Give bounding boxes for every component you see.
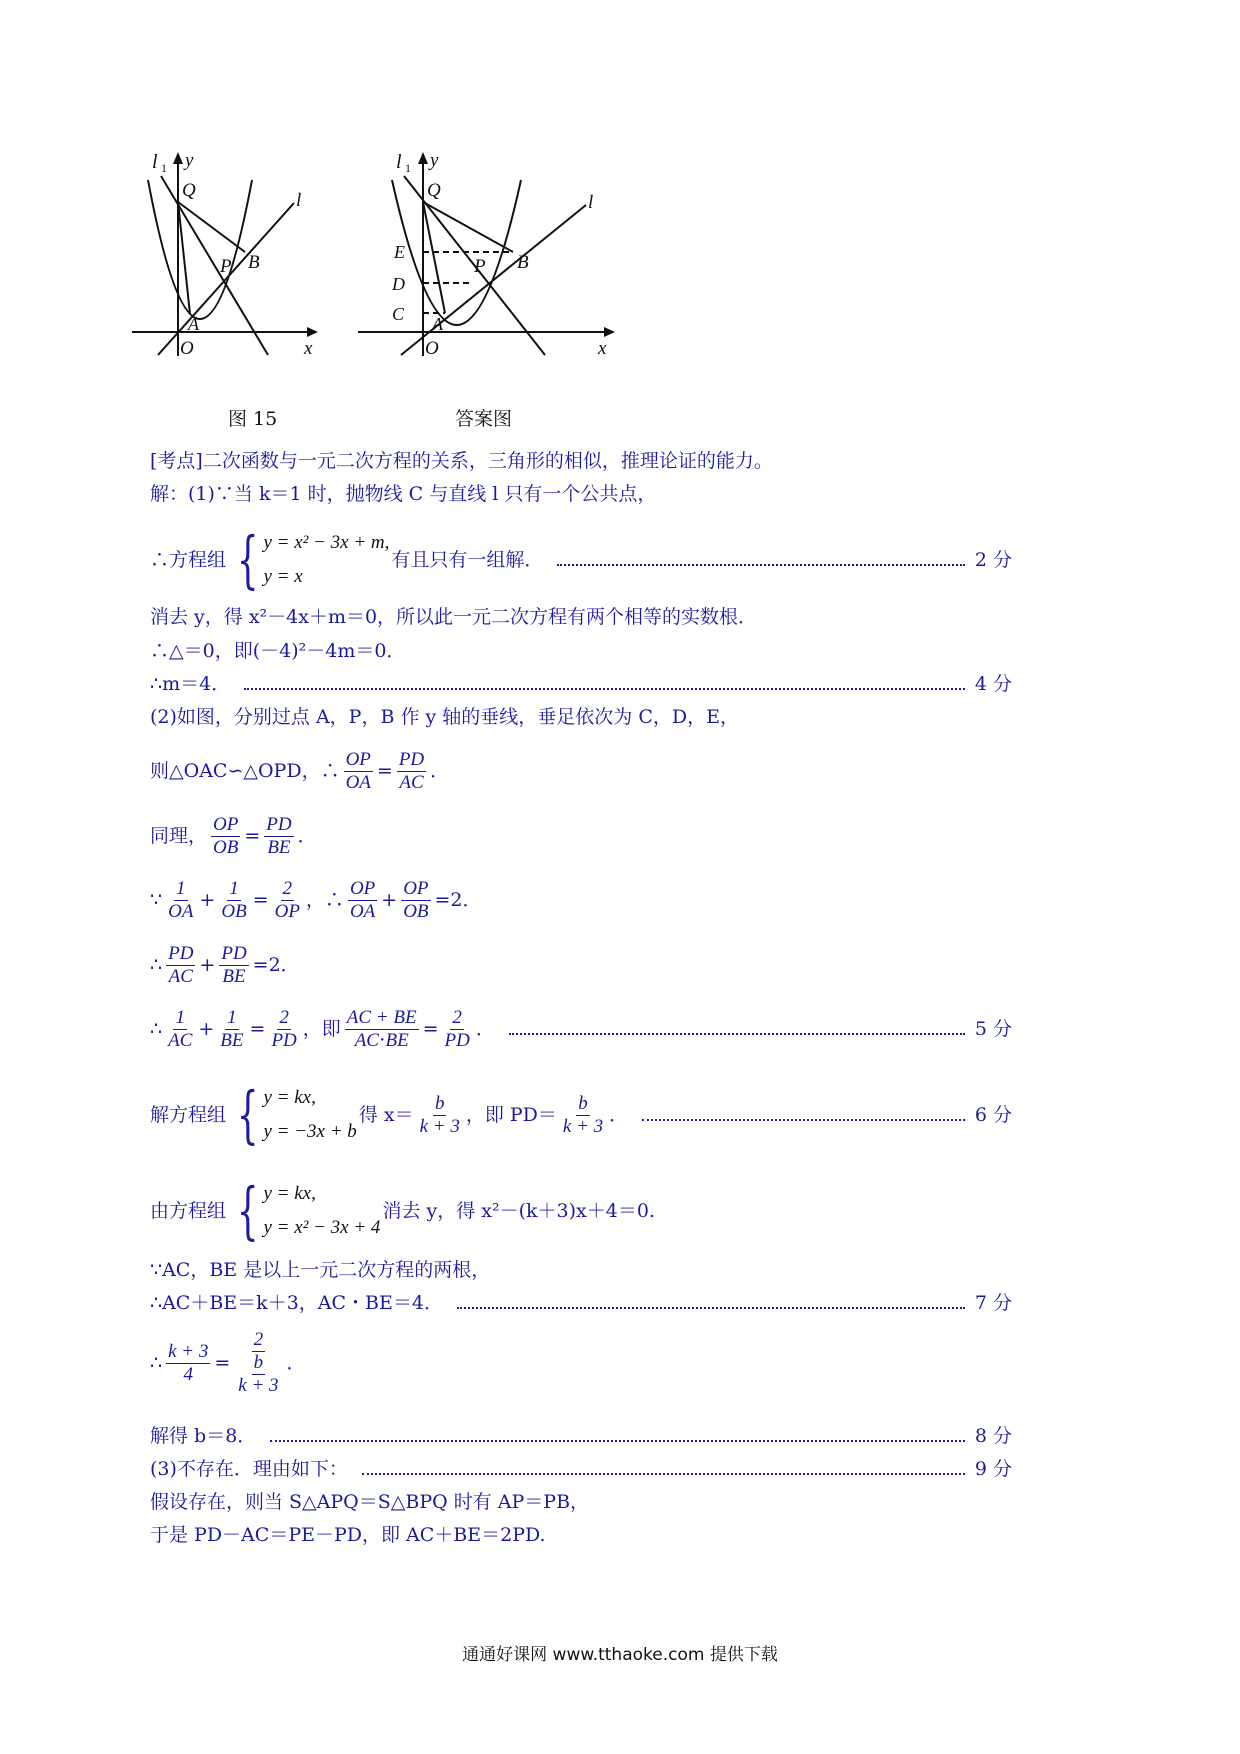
fraction-2-pd: $\frac{2}{PD}$ — [271, 1006, 297, 1051]
dot-leader — [270, 1440, 965, 1442]
y-axis-arrow — [418, 152, 428, 164]
x-axis-arrow — [307, 327, 318, 337]
score-5: 5 分 — [974, 1018, 1012, 1040]
line-13-prefix: 由方程组 — [150, 1200, 227, 1222]
label-o: O — [425, 338, 439, 359]
label-l: l — [296, 190, 302, 211]
system-2-row-2: y = −3x + b — [263, 1121, 357, 1142]
x-axis-arrow — [604, 327, 615, 337]
segment-qb — [423, 202, 513, 252]
label-q: Q — [427, 180, 441, 201]
solution-line-6 — [150, 704, 1012, 730]
fraction-op-ob: $\frac{OP}{OB}$ — [213, 813, 239, 858]
label-y: y — [430, 150, 439, 171]
label-l1-sub: 1 — [161, 161, 167, 175]
answer-figure-graph — [354, 150, 624, 360]
solution-line-9: ∵ $\frac{1}{OA}$ + $\frac{1}{OB}$ = $\frac{2}{OP}$ ，∴ $\frac{OP}{OA}$ + $\frac{OP}{OB}$ =2． — [150, 877, 482, 922]
fraction-b-k3: $\frac{b}{k + 3}$ — [419, 1092, 460, 1137]
kaodian-text: [考点]二次函数与一元二次方程的关系，三角形的相似，推理论证的能力。 — [150, 450, 773, 472]
solution-line-17-text: 解得 b＝8． — [150, 1425, 257, 1447]
line-12-prefix: 解方程组 — [150, 1104, 227, 1126]
dot-leader — [362, 1473, 965, 1475]
system-3-row-1: y = kx, — [263, 1183, 316, 1204]
fraction-op-ob-2: $\frac{OP}{OB}$ — [403, 877, 429, 922]
label-b: B — [248, 252, 260, 273]
solution-line-19-text: 假设存在，则当 S△APQ＝S△BPQ 时有 AP＝PB， — [150, 1491, 590, 1513]
solution-line-3 — [150, 604, 1012, 630]
label-x: x — [598, 338, 607, 359]
solution-line-1 — [150, 481, 1012, 507]
fraction-pd-ac: $\frac{PD}{AC}$ — [398, 748, 425, 793]
line-2-prefix: ∴方程组 — [150, 549, 227, 571]
solution-line-3-text: 消去 y，得 x²－4x＋m＝0，所以此一元二次方程有两个相等的实数根． — [150, 606, 758, 628]
solution-line-11: ∴ $\frac{1}{AC}$ + $\frac{1}{BE}$ = $\frac{2}{PD}$ ，即 $\frac{AC + BE}{AC\cdot BE}$ = $\frac{2}{PD}$ ． 5 分 — [150, 1006, 1012, 1051]
brace: { — [236, 1078, 259, 1151]
solution-line-16: ∴ $\frac{k + 3}{4}$ = $\frac{2}{\frac{b}{k + 3}}$ ． — [150, 1329, 306, 1396]
solution-line-5 — [150, 671, 1012, 697]
score-4: 4 分 — [974, 673, 1012, 695]
solution-line-20-text: 于是 PD－AC＝PE－PD，即 AC＋BE＝2PD. — [150, 1524, 546, 1546]
solution-line-14 — [150, 1257, 1012, 1283]
solution-line-4-text: ∴△＝0，即(－4)²－4m＝0． — [150, 640, 406, 662]
dot-leader — [557, 564, 964, 566]
fraction-1-be: $\frac{1}{BE}$ — [220, 1006, 244, 1051]
solution-line-7: 则△OAC∽△OPD，∴ $\frac{OP}{OA}$ = $\frac{PD}{AC}$ ． — [150, 748, 450, 793]
equation-system-2 — [228, 1078, 357, 1151]
score-2: 2 分 — [974, 549, 1012, 571]
system-3-row-2: y = x² − 3x + 4 — [263, 1217, 381, 1238]
fraction-2-over-b-k3: $\frac{2}{\frac{b}{k + 3}}$ — [238, 1329, 279, 1396]
label-a: A — [188, 314, 199, 334]
dot-leader — [509, 1033, 965, 1035]
label-p: P — [220, 256, 232, 277]
y-axis-arrow — [173, 152, 183, 164]
score-6: 6 分 — [974, 1104, 1012, 1126]
solution-line-18-text: (3)不存在．理由如下： — [150, 1458, 348, 1480]
label-l: l — [588, 192, 594, 213]
solution-line-15-text: ∴AC＋BE＝k＋3，AC・BE＝4． — [150, 1292, 443, 1314]
figure-15-caption: 图 15 — [228, 408, 278, 430]
label-l1: l — [396, 151, 402, 173]
solution-line-13: 由方程组 { y = kx, y = x² − 3x + 4 消去 y，得 x²－(k＋3)x＋4＝0. — [150, 1174, 655, 1247]
label-e: E — [394, 242, 405, 262]
answer-figure — [354, 150, 624, 360]
solution-line-17 — [150, 1423, 1012, 1449]
figure-15 — [128, 150, 328, 360]
line-7-prefix: 则△OAC∽△OPD，∴ — [150, 760, 340, 782]
fraction-op-oa: $\frac{OP}{OA}$ — [345, 748, 371, 793]
label-l1: l — [152, 151, 158, 173]
system-1-row-2: y = x — [263, 566, 303, 587]
dot-leader — [457, 1307, 965, 1309]
label-x: x — [304, 338, 313, 359]
solution-line-4 — [150, 638, 1012, 664]
solution-line-8: 同理， $\frac{OP}{OB}$ = $\frac{PD}{BE}$ ． — [150, 813, 317, 858]
line-2-suffix: 有且只有一组解． — [391, 549, 544, 571]
brace: { — [236, 523, 259, 596]
solution-line-5-text: ∴m＝4． — [150, 673, 231, 695]
fraction-1-ac: $\frac{1}{AC}$ — [168, 1006, 193, 1051]
solution-line-1-text: 解：(1)∵当 k＝1 时，抛物线 C 与直线 l 只有一个公共点， — [150, 483, 657, 505]
solution-line-12: 解方程组 { y = kx, y = −3x + b 得 x＝ $\frac{b}{k + 3}$ ，即 PD＝ $\frac{b}{k + 3}$ ． 6 分 — [150, 1078, 1012, 1151]
segment-qb — [178, 202, 245, 252]
solution-line-14-text: ∵AC，BE 是以上一元二次方程的两根， — [150, 1259, 491, 1281]
label-d: D — [392, 274, 405, 294]
solution-line-15 — [150, 1290, 1012, 1316]
solution-line-19 — [150, 1489, 1012, 1515]
solution-line-18 — [150, 1456, 1012, 1482]
system-2-row-1: y = kx, — [263, 1087, 316, 1108]
score-7: 7 分 — [974, 1292, 1012, 1314]
equation-system-1 — [228, 523, 390, 596]
fraction-1-oa: $\frac{1}{OA}$ — [168, 877, 194, 922]
fraction-k3-4: $\frac{k + 3}{4}$ — [168, 1340, 209, 1385]
dot-leader — [642, 1119, 965, 1121]
solution-line-10: ∴ $\frac{PD}{AC}$ + $\frac{PD}{BE}$ =2． — [150, 942, 300, 987]
label-q: Q — [182, 180, 196, 201]
fraction-b-k3-2: $\frac{b}{k + 3}$ — [562, 1092, 604, 1137]
system-1-row-1: y = x² − 3x + m, — [263, 532, 390, 553]
solution-line-6-text: (2)如图，分别过点 A，P，B 作 y 轴的垂线，垂足依次为 C，D，E， — [150, 706, 739, 728]
parabola-curve — [148, 180, 252, 319]
fraction-acbe: $\frac{AC + BE}{AC\cdot BE}$ — [346, 1006, 417, 1051]
equation-system-3 — [228, 1174, 381, 1247]
segment-qa — [423, 202, 445, 313]
fraction-2-op: $\frac{2}{OP}$ — [274, 877, 300, 922]
solution-line-2 — [150, 525, 1012, 595]
answer-figure-caption: 答案图 — [455, 408, 513, 430]
fraction-pd-ac-2: $\frac{PD}{AC}$ — [168, 942, 194, 987]
fraction-1-ob: $\frac{1}{OB}$ — [221, 877, 247, 922]
fraction-pd-be-2: $\frac{PD}{BE}$ — [221, 942, 247, 987]
fraction-pd-be: $\frac{PD}{BE}$ — [266, 813, 292, 858]
label-o: O — [180, 338, 194, 359]
score-9: 9 分 — [974, 1458, 1012, 1480]
score-8: 8 分 — [974, 1425, 1012, 1447]
fraction-2-pd-2: $\frac{2}{PD}$ — [444, 1006, 470, 1051]
label-c: C — [392, 304, 405, 324]
figure-15-graph — [128, 150, 328, 360]
label-y: y — [185, 150, 194, 171]
dot-leader — [244, 688, 965, 690]
label-p: P — [474, 256, 486, 277]
label-l1-sub: 1 — [405, 161, 411, 175]
line-8-prefix: 同理， — [150, 825, 208, 847]
fraction-op-oa-2: $\frac{OP}{OA}$ — [349, 877, 376, 922]
brace: { — [236, 1174, 259, 1247]
label-b: B — [517, 252, 529, 273]
label-a: A — [432, 314, 443, 334]
kaodian-line — [150, 448, 1012, 474]
solution-line-20 — [150, 1522, 1012, 1548]
page-footer: 通通好课网 www.tthaoke.com 提供下载 — [462, 1645, 778, 1665]
